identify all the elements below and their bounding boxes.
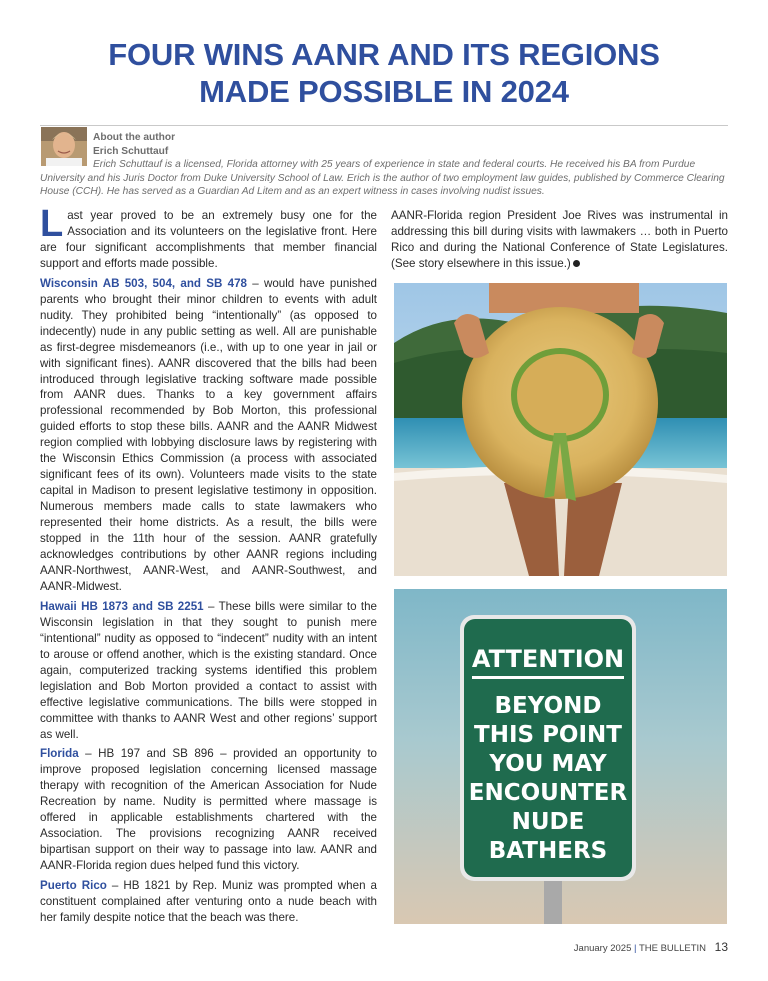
author-name: Erich Schuttauf xyxy=(93,145,169,157)
florida-text: – HB 197 and SB 896 – provided an opportunity to improve proposed legislation concerning licensed massage therapy with recognition of the American Association for Nude Recreation by name. Nudity is permitted where massage is offered in applicable establishments chartered with the Association. The provisions recognizing AANR received bipartisan support on their way to passage into law. AANR and AANR-Florida region dues helped fund this victory. xyxy=(40,747,377,873)
author-block xyxy=(40,131,730,199)
hawaii-text: – These bills were similar to the Wisconsin legislation in that they sought to punish mere “intentional” nudity as opposed to “indecent” nudity with an intent to arouse or offend another, which is the existing standard. Once again, computerized tracking systems identified this problem legislation and Bob Morton provided a contact to assist with effective legislative communications. The bills were stopped in committee with thanks to AANR West and other regions’ support as well. xyxy=(40,599,377,741)
sign-line-bathers: BATHERS xyxy=(488,838,608,864)
article-column-1 xyxy=(40,203,378,930)
beach-hat-photo xyxy=(394,283,727,576)
puerto-rico-heading: Puerto Rico xyxy=(40,879,107,893)
article-column-2 xyxy=(391,208,728,276)
footer-date: January 2025 xyxy=(573,943,632,954)
sign-line-attention: ATTENTION xyxy=(471,645,625,673)
sign-line-encounter: ENCOUNTER xyxy=(468,780,628,806)
sign-line-beyond: BEYOND xyxy=(494,693,602,719)
intro-paragraph xyxy=(40,203,377,272)
sign-line-nude: NUDE xyxy=(511,809,585,835)
wisconsin-heading: Wisconsin AB 503, 504, and SB 478 xyxy=(40,276,247,290)
puerto-rico-text: – HB 1821 by Rep. Muniz was prompted when a constituent complained after venturing onto a nude beach with her family despite notice that the beach was there. xyxy=(40,879,378,924)
puerto-rico-paragraph xyxy=(40,878,377,926)
hawaii-heading: Hawaii HB 1873 and SB 2251 xyxy=(40,599,204,613)
title-line-1: FOUR WINS AANR AND ITS REGIONS xyxy=(108,37,660,72)
sign-line-you-may: YOU MAY xyxy=(489,751,607,777)
intro-text: ast year proved to be an extremely busy one for the Association and its volunteers on the legislative front. Here are four significant accomplishments that member financial support and efforts made possible. xyxy=(40,209,377,270)
page-number: 13 xyxy=(714,940,728,954)
page-footer xyxy=(560,940,728,954)
footer-publication: THE BULLETIN xyxy=(638,943,706,954)
continuation-paragraph xyxy=(391,208,728,272)
divider xyxy=(40,125,728,126)
footer-separator: | xyxy=(634,943,637,954)
florida-paragraph xyxy=(40,746,377,874)
continuation-text: AANR-Florida region President Joe Rives was instrumental in addressing this bill during visits with lawmakers … both in Puerto Rico and during the National Conference of State Legislatures. (See story elsewhere in this issue.) xyxy=(391,209,728,270)
florida-heading: Florida xyxy=(40,747,79,761)
end-mark-icon xyxy=(573,260,580,267)
sign-line-this-point: THIS POINT xyxy=(474,722,622,748)
nude-bathers-sign-photo xyxy=(394,589,727,924)
author-label: About the author xyxy=(93,132,176,143)
wisconsin-paragraph xyxy=(40,276,377,595)
article-title xyxy=(0,36,768,110)
author-bio: Erich Schuttauf is a licensed, Florida attorney with 25 years of experience in state and federal courts. He received his BA from Purdue University and his Juris Doctor from Duke University School of Law. Erich is the author of two employment law guides, published by Commerce Clearing House (CCH). He has served as a Guardian Ad Litem and as an expert witness in cases involving nudist issues. xyxy=(40,159,725,198)
hawaii-paragraph xyxy=(40,599,377,743)
drop-cap: L xyxy=(40,203,64,245)
title-line-2: MADE POSSIBLE IN 2024 xyxy=(199,74,569,109)
wisconsin-text: – would have punished parents who brought their minor children to events with adult nudity. They prohibited being “intentionally” (as opposed to indecently) nude in any public setting as well. All are punishable as first-degree misdemeanors (i.e., with up to one year in jail or with significant fines). AANR discovered that the bills had been introduced through legislative tracking software made possible from AANR dues. Thanks to a key government affairs professional recommended by Bob Morton, this professional guided efforts to stop these bills. AANR and the AANR Midwest region complied with lobbying disclosure laws by registering with the Wisconsin Ethics Commission (a process with associated significant fees of its own). Volunteers made visits to the state capital in Madison to present legislative testimony in opposition. Numerous members made calls to state lawmakers who represented their home districts. As a result, the bills were stopped in the 11th hour of the session. AANR gratefully acknowledges contributions by other AANR regions including AANR-Northwest, AANR-West, and AANR-Southwest, and AANR-Midwest. xyxy=(40,276,377,593)
